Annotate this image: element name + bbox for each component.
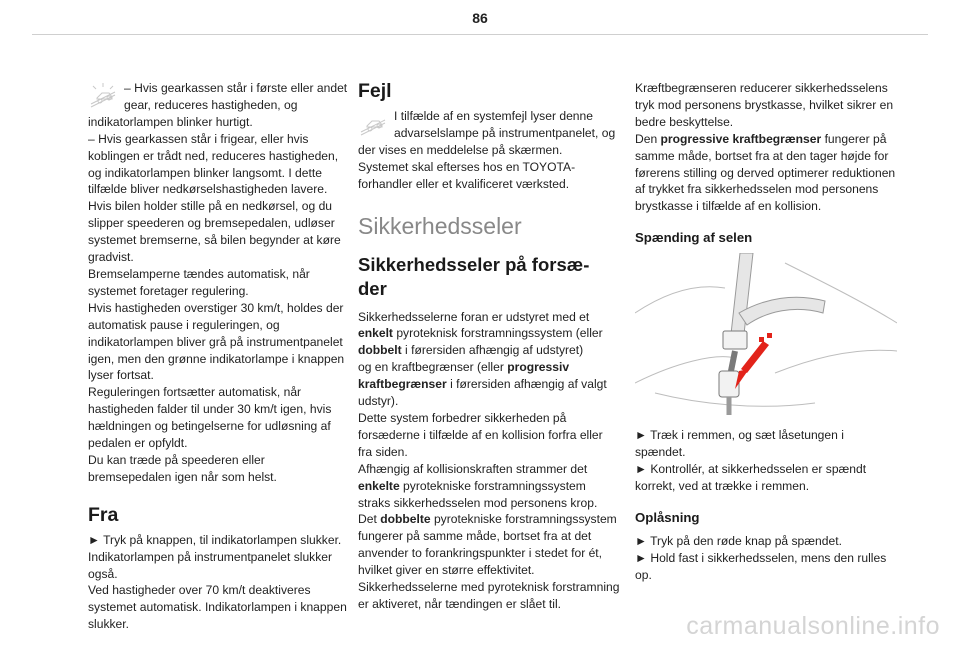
section-title: Sikkerhedsseler: [358, 212, 522, 239]
fejl-heading: Fejl: [358, 80, 392, 102]
paragraph: Den progressive kraftbegrænser fungerer på samme måde, bortset fra at den tager højde for førerens stilling og derved optimerer reduktionen af trykket fra sikkerhedsselen mod personens brystkasse i tilfælde af en kollision.: [635, 131, 896, 214]
oplasning-heading: Oplåsning: [635, 509, 700, 525]
paragraph: Hvis bilen holder stille på en nedkørsel, og du slipper speederen og bremsepedalen, udløser systemet bremserne, så bilen begynder at køre gradvist.: [88, 199, 341, 265]
paragraph: Sikkerhedsselerne foran er udstyret med et enkelt pyroteknisk forstramningssystem (eller dobbelt i førersiden afhængig af udstyret): [358, 309, 603, 358]
sub-title-line-2: der: [358, 277, 387, 299]
step-item: ► Hold fast i sikkerhedsselen, mens den rulles op.: [635, 550, 887, 582]
paragraph: Afhængig af kollisionskraften strammer det enkelte pyrotekniske forstramningssystem straks sikkerhedsselen mod personens krop.: [358, 461, 598, 510]
paragraph: Sikkerhedsselerne med pyroteknisk forstramning er aktiveret, når tændingen er slået til.: [358, 580, 620, 611]
hill-descent-lamp-icon: [88, 82, 118, 110]
spaending-heading: Spænding af selen: [635, 230, 753, 246]
paragraph: og en kraftbegrænser (eller progressiv kraftbegrænser i førersiden afhængig af valgt udstyr).: [358, 360, 607, 409]
column-3: [635, 80, 897, 584]
paragraph: Hvis hastigheden overstiger 30 km/t, holdes der automatisk pause i reguleringen, og indikatorlampen bliver grå på instrumentpanelet igen, men den grønne indikatorlampe i knappen lyser fortsat.: [88, 300, 345, 383]
fejl-text-2: Systemet skal efterses hos en TOYOTA-forhandler eller et kvalificeret værksted.: [358, 159, 576, 191]
paragraph: Indikatorlampen på instrumentpanelet slukker også.: [88, 549, 333, 581]
fra-heading: Fra: [88, 503, 119, 526]
column-1: [88, 80, 350, 633]
step-item: ► Kontrollér, at sikkerhedsselen er spændt korrekt, ved at trække i remmen.: [635, 462, 867, 493]
paragraph: Det dobbelte pyrotekniske forstramningssystem fungerer på samme måde, bortset fra at det anvender to forankringspunkter i stedet for ét, hvilket giver en større effektivitet.: [358, 512, 617, 578]
column-2: [358, 80, 620, 613]
header-rule: [32, 34, 928, 35]
page-number: 86: [472, 10, 488, 26]
warning-lamp-icon: [358, 110, 388, 138]
watermark: carmanualsonline.info: [686, 612, 940, 640]
paragraph: Bremselamperne tændes automatisk, når systemet foretager regulering.: [88, 266, 310, 298]
paragraph: Reguleringen fortsætter automatisk, når hastigheden falder til under 30 km/t igen, hvis hældningen og betingelserne for udløsning af pedalen er opfyldt.: [88, 385, 332, 451]
paragraph: Dette system forbedrer sikkerheden på forsæderne i tilfælde af en kollision forfra eller fra siden.: [358, 410, 603, 459]
paragraph: ► Tryk på knappen, til indikatorlampen slukker.: [88, 532, 342, 547]
seatbelt-illustration: [635, 253, 897, 415]
paragraph: Ved hastigheder over 70 km/t deaktiveres systemet automatisk. Indikatorlampen i knappen slukker.: [88, 583, 347, 632]
step-item: ► Træk i remmen, og sæt låsetungen i spændet.: [635, 428, 844, 460]
paragraph: Du kan træde på speederen eller bremsepedalen igen når som helst.: [88, 452, 277, 484]
paragraph: Kræftbegrænseren reducerer sikkerhedsselens tryk mod personens brystkasse, hvilket sikrer en bedre beskyttelse.: [635, 81, 894, 129]
paragraph: – Hvis gearkassen står i frigear, eller hvis koblingen er trådt ned, reduceres hastigheden, og indikatorlampen blinker langsomt. I dette tilfælde bliver nedkørselshastigheden lavere.: [88, 131, 339, 197]
fejl-text: I tilfælde af en systemfejl lyser denne advarselslampe på instrumentpanelet, og der vises en meddelelse på skærmen.: [358, 109, 616, 157]
step-item: ► Tryk på den røde knap på spændet.: [635, 533, 842, 548]
paragraph: – Hvis gearkassen står i første eller andet gear, reduceres hastigheden, og indikatorlampen blinker hurtigt.: [88, 81, 348, 129]
sub-title-line-1: Sikkerhedsseler på forsæ-: [358, 253, 590, 275]
